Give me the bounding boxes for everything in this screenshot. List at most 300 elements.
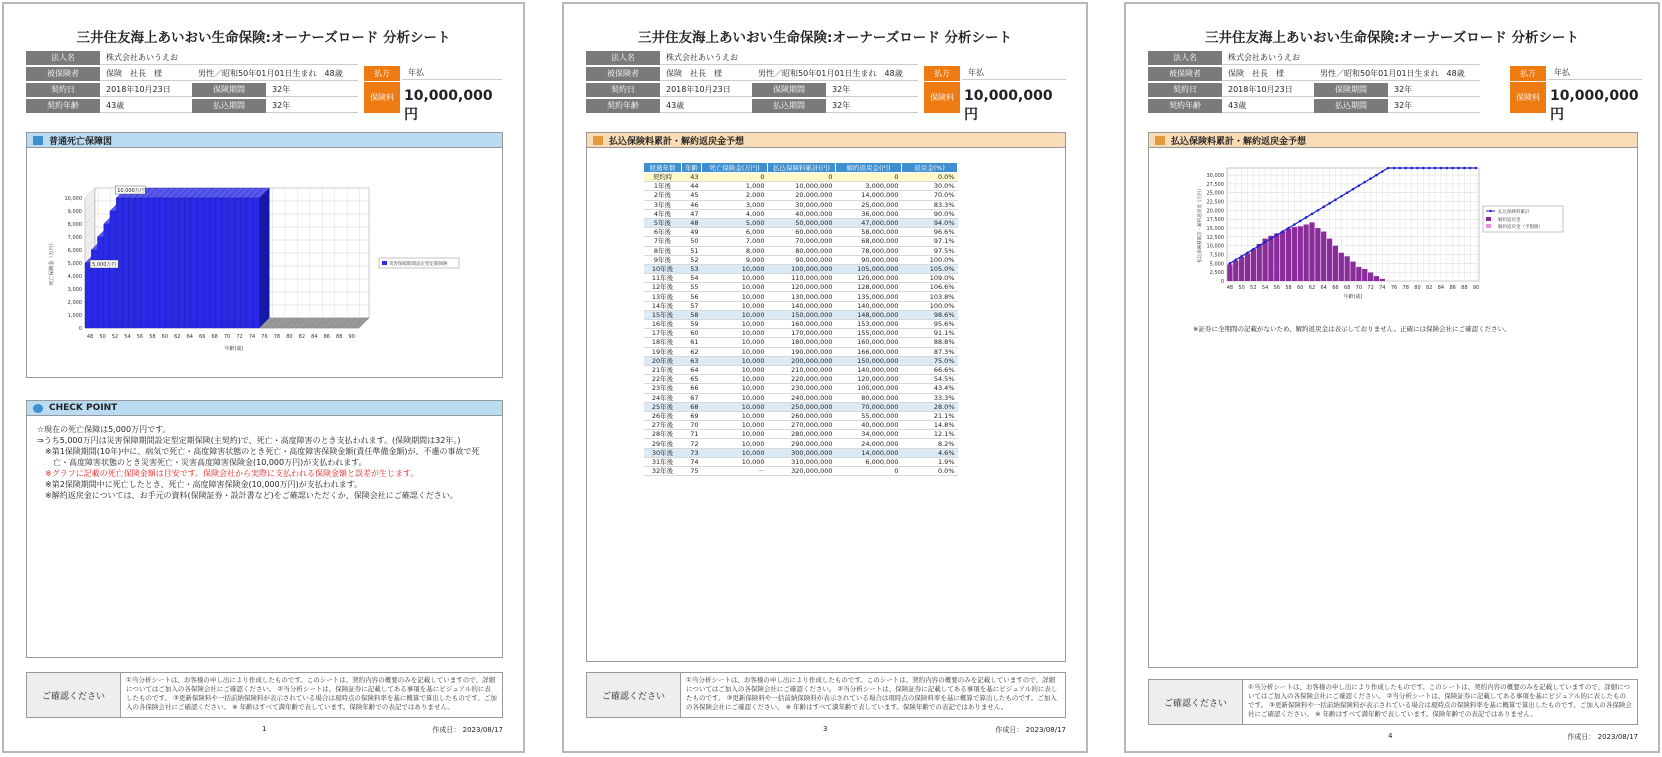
insured-label: 被保険者 <box>586 67 660 81</box>
check-line: 亡・高度障害状態のとき災害死亡・災害高度障害保険金(10,000万円)が支払われます。 <box>45 458 367 467</box>
table-cell: 140,000,000 <box>768 301 836 310</box>
bar <box>1315 228 1320 281</box>
table-row <box>644 274 958 283</box>
table-cell: 26年後 <box>644 411 682 420</box>
bar <box>253 198 259 328</box>
column-header: 返戻金(%) <box>902 163 958 173</box>
table-cell: 94.0% <box>902 218 958 227</box>
table-cell: 60 <box>682 329 702 338</box>
table-cell: 65 <box>682 375 702 384</box>
table-cell: 320,000,000 <box>768 467 836 476</box>
page-1 <box>2 2 525 753</box>
table-cell: 0.0% <box>902 173 958 182</box>
line-point <box>1463 167 1466 170</box>
bar <box>172 198 178 328</box>
table-row <box>644 182 958 191</box>
table-cell: 200,000,000 <box>768 356 836 365</box>
x-tick-label: 58 <box>1285 285 1292 291</box>
line-point <box>1369 177 1372 180</box>
table-cell: 16年後 <box>644 320 682 329</box>
table-cell: 64 <box>682 365 702 374</box>
x-tick-label: 84 <box>311 334 318 340</box>
table-cell: 75.0% <box>902 356 958 365</box>
table-cell: 14,000,000 <box>836 448 902 457</box>
table-cell: 6年後 <box>644 228 682 237</box>
bar <box>1368 273 1373 281</box>
table-cell: 300,000,000 <box>768 448 836 457</box>
table-cell: 95.6% <box>902 320 958 329</box>
table-row <box>644 228 958 237</box>
pay-period-label: 払込期間 <box>192 99 266 113</box>
table-cell: 90,000,000 <box>768 255 836 264</box>
table-cell: 60,000,000 <box>768 228 836 237</box>
bar <box>1321 232 1326 281</box>
table-cell: 120,000,000 <box>836 274 902 283</box>
table-cell: 100.0% <box>902 255 958 264</box>
table-cell: 55 <box>682 283 702 292</box>
y-tick-label: 1,000 <box>67 313 82 319</box>
x-tick-label: 86 <box>1449 285 1456 291</box>
table-cell: 62 <box>682 347 702 356</box>
table-cell: 30.0% <box>902 182 958 191</box>
table-cell: 160,000,000 <box>836 338 902 347</box>
table-cell: 80,000,000 <box>836 393 902 402</box>
line-point <box>1451 167 1454 170</box>
table-cell: 6,000 <box>702 228 768 237</box>
table-cell: 66.6% <box>902 365 958 374</box>
surrender-chart-section <box>1148 132 1638 668</box>
table-row <box>644 467 958 476</box>
table-row <box>644 191 958 200</box>
table-cell: 54 <box>682 274 702 283</box>
table-cell: 51 <box>682 246 702 255</box>
payway-label: 払方 <box>924 66 960 81</box>
insured-detail: 男性／昭和50年01月01日生まれ 48歳 <box>752 67 918 81</box>
footer-label: ご確認ください <box>587 673 681 717</box>
table-cell: 155,000,000 <box>836 329 902 338</box>
age-label: 契約年齢 <box>1148 99 1222 113</box>
bar <box>1309 222 1314 281</box>
x-tick-label: 72 <box>236 334 243 340</box>
table-row <box>644 448 958 457</box>
table-cell: 98.6% <box>902 310 958 319</box>
page-3 <box>562 2 1088 753</box>
table-cell: 24,000,000 <box>836 439 902 448</box>
y-tick-label: 9,000 <box>67 209 82 215</box>
table-cell: 97.5% <box>902 246 958 255</box>
x-tick-label: 66 <box>199 334 206 340</box>
x-tick-label: 78 <box>1402 285 1409 291</box>
x-tick-label: 80 <box>1414 285 1421 291</box>
column-header: 経過年数 <box>644 163 682 173</box>
y-tick-label: 5,000 <box>67 261 82 267</box>
table-cell: 10,000 <box>702 439 768 448</box>
bar <box>228 198 234 328</box>
line-point <box>1334 198 1337 201</box>
bar <box>166 198 172 328</box>
table-cell: 103.8% <box>902 292 958 301</box>
table-cell: 260,000,000 <box>768 411 836 420</box>
table-cell: 10,000 <box>702 320 768 329</box>
line-point <box>1234 259 1237 262</box>
table-cell: 10,000 <box>702 329 768 338</box>
bar <box>1292 227 1297 281</box>
footer-label: ご確認ください <box>27 673 121 717</box>
y-tick-label: 22,500 <box>1206 199 1224 206</box>
line-point <box>1287 227 1290 230</box>
corp-value: 株式会社あいうえお <box>660 51 918 65</box>
y-tick-label: 0 <box>1220 279 1224 285</box>
table-row <box>644 365 958 374</box>
bar <box>1251 249 1256 281</box>
line-point <box>1240 255 1243 258</box>
table-cell: 43 <box>682 173 702 182</box>
bar <box>147 198 153 328</box>
bar <box>1262 239 1267 281</box>
bar <box>203 198 209 328</box>
date-label: 契約日 <box>1148 83 1222 97</box>
page-4 <box>1124 2 1660 753</box>
y-tick-label: 15,000 <box>1206 226 1224 233</box>
table-cell: 106.6% <box>902 283 958 292</box>
check-point-title: CHECK POINT <box>49 403 118 413</box>
age-label: 契約年齢 <box>586 99 660 113</box>
doc-title: 三井住友海上あいおい生命保険:オーナーズロード 分析シート <box>638 30 1012 46</box>
table-cell: 280,000,000 <box>768 430 836 439</box>
y-tick-label: 0 <box>78 326 82 332</box>
payway-value: 年払 <box>402 66 502 80</box>
table-cell: 36,000,000 <box>836 209 902 218</box>
x-tick-label: 66 <box>1332 285 1339 291</box>
line-point <box>1252 248 1255 251</box>
y-tick-label: 2,500 <box>1209 270 1224 277</box>
bar <box>1303 225 1308 282</box>
table-row <box>644 356 958 365</box>
line-point <box>1475 167 1478 170</box>
table-cell: 28年後 <box>644 430 682 439</box>
insured-label: 被保険者 <box>1148 67 1222 81</box>
table-cell: 70 <box>682 421 702 430</box>
death-benefit-section <box>26 132 503 378</box>
table-cell: 63 <box>682 356 702 365</box>
table-cell: 3,000 <box>702 200 768 209</box>
bar <box>1280 232 1285 281</box>
table-row <box>644 457 958 466</box>
line-point <box>1393 167 1396 170</box>
created-date: 作成日： 2023/08/17 <box>1567 733 1638 741</box>
line-point <box>1469 167 1472 170</box>
table-cell: 10,000 <box>702 274 768 283</box>
x-axis-label: 年齢(歳) <box>1343 294 1363 300</box>
bar <box>122 198 128 328</box>
table-cell: 0.0% <box>902 467 958 476</box>
y-tick-label: 7,500 <box>1209 252 1224 259</box>
corp-value: 株式会社あいうえお <box>1222 51 1480 65</box>
table-cell: 53 <box>682 264 702 273</box>
pay-period-label: 払込期間 <box>1314 99 1388 113</box>
table-cell: 23年後 <box>644 384 682 393</box>
table-cell: 10,000 <box>702 375 768 384</box>
table-cell: 1,000 <box>702 182 768 191</box>
x-tick-label: 64 <box>186 334 193 340</box>
age-label: 契約年齢 <box>26 99 100 113</box>
bar <box>104 224 110 328</box>
table-cell: 220,000,000 <box>768 375 836 384</box>
line-point <box>1352 188 1355 191</box>
line-point <box>1404 167 1407 170</box>
table-row <box>644 430 958 439</box>
bar <box>110 211 116 328</box>
line-point <box>1305 216 1308 219</box>
payway-value: 年払 <box>962 66 1066 80</box>
y-tick-label: 12,500 <box>1206 234 1224 241</box>
corp-label: 法人名 <box>1148 51 1222 65</box>
line-point <box>1375 174 1378 177</box>
line-point <box>1387 167 1390 170</box>
x-tick-label: 80 <box>286 334 293 340</box>
footer-notice <box>586 672 1066 718</box>
table-row <box>644 237 958 246</box>
x-tick-label: 60 <box>1297 285 1304 291</box>
bar <box>234 198 240 328</box>
table-cell: 83.3% <box>902 200 958 209</box>
table-cell: 140,000,000 <box>836 365 902 374</box>
table-cell: 110,000,000 <box>768 274 836 283</box>
table-cell: 10,000 <box>702 448 768 457</box>
table-cell: 73 <box>682 448 702 457</box>
table-cell: 4,000 <box>702 209 768 218</box>
bar <box>1298 226 1303 281</box>
table-row <box>644 375 958 384</box>
table-cell: 8年後 <box>644 246 682 255</box>
table-row <box>644 329 958 338</box>
table-cell: 75 <box>682 467 702 476</box>
bar <box>1327 239 1332 281</box>
table-cell: 150,000,000 <box>768 310 836 319</box>
y-tick-label: 17,500 <box>1206 217 1224 224</box>
table-row <box>644 209 958 218</box>
table-cell: 100,000,000 <box>768 264 836 273</box>
table-row <box>644 411 958 420</box>
table-cell: 100,000,000 <box>836 384 902 393</box>
table-cell: 270,000,000 <box>768 421 836 430</box>
payway-label: 払方 <box>364 66 400 81</box>
bar <box>241 198 247 328</box>
line-point <box>1340 195 1343 198</box>
table-cell: 15年後 <box>644 310 682 319</box>
table-cell: 5,000 <box>702 218 768 227</box>
line-point <box>1445 167 1448 170</box>
table-cell: 100.0% <box>902 301 958 310</box>
bar <box>1350 262 1355 281</box>
check-line: ※第2保険期間中に死亡したとき、死亡・高度障害保険金(10,000万円)が支払われます。 <box>45 480 363 489</box>
surrender-table-section <box>586 132 1066 662</box>
line-point <box>1399 167 1402 170</box>
footer-label: ご確認ください <box>1149 680 1243 724</box>
table-cell: 91.1% <box>902 329 958 338</box>
table-cell: 250,000,000 <box>768 402 836 411</box>
table-cell: 97.1% <box>902 237 958 246</box>
table-cell: 14年後 <box>644 301 682 310</box>
speech-bubble-icon <box>33 404 43 413</box>
legend-label: 解約返戻金 <box>1498 218 1521 223</box>
table-cell: 32年後 <box>644 467 682 476</box>
table-row <box>644 301 958 310</box>
footer-notice <box>26 672 503 718</box>
table-cell: 68 <box>682 402 702 411</box>
line-point <box>1410 167 1413 170</box>
y-tick-label: 7,000 <box>67 235 82 241</box>
y-tick-label: 20,000 <box>1206 208 1224 215</box>
x-tick-label: 50 <box>1238 285 1245 291</box>
table-cell: 31年後 <box>644 457 682 466</box>
bar <box>1257 244 1262 281</box>
x-tick-label: 76 <box>261 334 268 340</box>
death-benefit-chart <box>27 148 506 376</box>
insured-value: 保険 社長 様 <box>100 67 192 81</box>
table-cell: 10,000 <box>702 264 768 273</box>
table-cell: 70.0% <box>902 191 958 200</box>
table-cell: 10,000 <box>702 411 768 420</box>
contract-header <box>26 50 503 123</box>
bar-side <box>259 188 269 328</box>
legend-swatch <box>1486 217 1491 221</box>
table-cell: 10,000 <box>702 338 768 347</box>
x-tick-label: 56 <box>1273 285 1281 291</box>
period-label: 保険期間 <box>192 83 266 97</box>
table-row <box>644 310 958 319</box>
date-value: 2018年10月23日 <box>100 83 192 97</box>
table-row <box>644 173 958 182</box>
table-row <box>644 292 958 301</box>
annotation-label: 5,000万円 <box>92 262 117 268</box>
insured-value: 保険 社長 様 <box>660 67 752 81</box>
table-cell: 67 <box>682 393 702 402</box>
x-tick-label: 52 <box>111 334 119 340</box>
table-cell: 47,000,000 <box>836 218 902 227</box>
bar <box>1356 267 1361 281</box>
table-cell: － <box>702 467 768 476</box>
section-title: 普通死亡保障図 <box>49 136 113 147</box>
line-point <box>1381 170 1384 173</box>
line-point <box>1258 244 1261 247</box>
premium-value: 10,000,000円 <box>1550 88 1639 123</box>
legend-label: 解約返戻金（予想値） <box>1498 225 1543 230</box>
x-tick-label: 48 <box>86 334 94 340</box>
table-cell: 150,000,000 <box>836 356 902 365</box>
table-cell: 46 <box>682 200 702 209</box>
table-cell: 29年後 <box>644 439 682 448</box>
y-tick-label: 3,000 <box>67 287 82 293</box>
bar <box>1245 253 1250 281</box>
corp-label: 法人名 <box>586 51 660 65</box>
table-cell: 21年後 <box>644 365 682 374</box>
table-cell: 153,000,000 <box>836 320 902 329</box>
table-cell: 78,000,000 <box>836 246 902 255</box>
age-value: 43歳 <box>660 99 752 113</box>
column-header: 死亡保険金(万円) <box>702 163 768 173</box>
legend-swatch <box>382 261 387 265</box>
bar <box>154 198 160 328</box>
table-cell: 43.4% <box>902 384 958 393</box>
table-cell: 10,000 <box>702 292 768 301</box>
check-point-section <box>26 400 503 658</box>
table-cell: 290,000,000 <box>768 439 836 448</box>
premium-value: 10,000,000円 <box>964 88 1053 123</box>
table-row <box>644 320 958 329</box>
table-cell: 8.2% <box>902 439 958 448</box>
date-value: 2018年10月23日 <box>1222 83 1314 97</box>
bar <box>210 198 216 328</box>
table-cell: 52 <box>682 255 702 264</box>
table-cell: 10,000 <box>702 310 768 319</box>
bar <box>1233 261 1238 281</box>
table-row <box>644 439 958 448</box>
legend-swatch <box>1489 210 1491 212</box>
x-tick-label: 90 <box>1472 285 1480 291</box>
table-row <box>644 421 958 430</box>
footer-text: ①当分析シートは、お客様の申し出により作成したものです。このシートは、契約内容の概要のみを記載していますので、詳細についてはご加入の各保険会社にご確認ください。 ②当分析シートは、保険証券に記載してある事項を基にビジュアル的に表したものです。 ③更新保険料や一括前納保険料が表示されている場合は現時点の保険料率を基に概算で算出したものです。ご加入の各保険会社にご確認ください。 ※ 年齢はすべて満年齢で表しています。保険年齢での表記ではありません。 <box>126 676 497 711</box>
check-point-body <box>27 416 502 509</box>
table-cell: 契約時 <box>644 173 682 182</box>
table-cell: 25,000,000 <box>836 200 902 209</box>
bar <box>1374 276 1379 281</box>
table-cell: 180,000,000 <box>768 338 836 347</box>
footer-notice <box>1148 679 1638 725</box>
table-cell: 8,000 <box>702 246 768 255</box>
bar <box>160 198 166 328</box>
page-number: 1 <box>262 725 267 733</box>
table-cell: 10,000,000 <box>768 182 836 191</box>
x-tick-label: 52 <box>1250 285 1257 291</box>
table-cell: 47 <box>682 209 702 218</box>
bar <box>129 198 135 328</box>
table-cell: 10年後 <box>644 264 682 273</box>
y-tick-label: 4,000 <box>67 274 82 280</box>
insured-label: 被保険者 <box>26 67 100 81</box>
table-cell: 66 <box>682 384 702 393</box>
pay-period-value: 32年 <box>826 99 918 113</box>
footer-text: ①当分析シートは、お客様の申し出により作成したものです。このシートは、契約内容の概要のみを記載していますので、詳細についてはご加入の各保険会社にご確認ください。 ②当分析シートは、保険証券に記載してある事項を基にビジュアル的に表したものです。 ③更新保険料や一括前納保険料が表示されている場合は現時点の保険料率を基に概算で算出したものです。ご加入の各保険会社にご確認ください。 ※ 年齢はすべて満年齢で表しています。保険年齢での表記ではありません。 <box>1248 683 1632 718</box>
bar <box>141 198 147 328</box>
line-point <box>1440 167 1443 170</box>
surrender-table <box>643 162 958 476</box>
table-cell: 1.9% <box>902 457 958 466</box>
table-cell: 50 <box>682 237 702 246</box>
table-cell: 68,000,000 <box>836 237 902 246</box>
y-tick-label: 10,000 <box>1206 243 1224 250</box>
table-cell: 120,000,000 <box>836 375 902 384</box>
line-point <box>1363 181 1366 184</box>
table-cell: 0 <box>768 173 836 182</box>
y-tick-label: 2,000 <box>67 300 82 306</box>
line-point <box>1246 251 1249 254</box>
column-header: 解約返戻金(円) <box>836 163 902 173</box>
premium-label: 保険料 <box>1510 82 1546 113</box>
table-cell: 3年後 <box>644 200 682 209</box>
table-row <box>644 393 958 402</box>
premium-label: 保険料 <box>924 82 960 113</box>
line-point <box>1264 241 1267 244</box>
table-cell: 21.1% <box>902 411 958 420</box>
bar <box>191 198 197 328</box>
bar <box>222 198 228 328</box>
bar <box>1339 253 1344 281</box>
y-axis-label: 払込保険料累計・解約返戻金（万円） <box>1198 186 1203 263</box>
table-cell: 0 <box>836 173 902 182</box>
x-tick-label: 88 <box>336 334 343 340</box>
table-cell: 28.0% <box>902 402 958 411</box>
